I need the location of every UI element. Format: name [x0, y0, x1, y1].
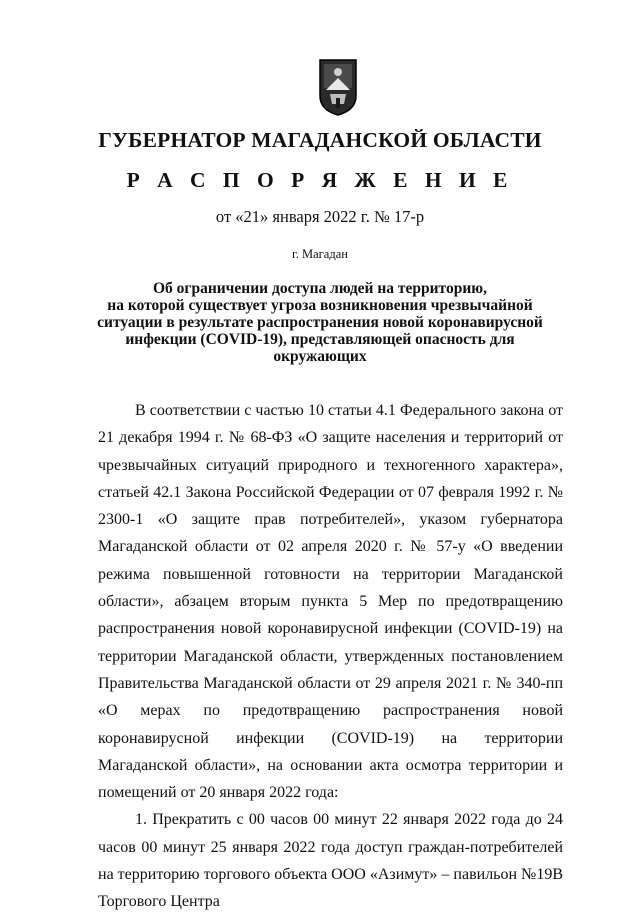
document-body — [98, 397, 563, 916]
document-title — [80, 280, 560, 365]
date-and-number: от «21» января 2022 г. № 17-р — [215, 207, 425, 226]
city-line: г. Магадан — [292, 247, 348, 261]
authority-heading: ГУБЕРНАТОР МАГАДАНСКОЙ ОБЛАСТИ — [98, 128, 542, 152]
coat-of-arms-emblem — [316, 58, 360, 116]
body-paragraph-item-1: 1. Прекратить с 00 часов 00 минут 22 января 2022 года до 24 часов 00 минут 25 января 2022 года доступ граждан-потребителей на территорию торгового объекта ООО «Азимут» – павильон №19В Торгового Центра — [98, 811, 563, 911]
document-type-heading: Р А С П О Р Я Ж Е Н И Е — [126, 168, 514, 192]
title-line: ситуации в результате распространения новой коронавирусной — [97, 314, 543, 331]
title-line: инфекции (COVID-19), представляющей опасность для окружающих — [125, 331, 515, 365]
title-line: Об ограничении доступа людей на территорию, — [152, 280, 487, 297]
title-line: на которой существует угроза возникновения чрезвычайной — [107, 297, 533, 314]
body-paragraph-preamble: В соответствии с частью 10 статьи 4.1 Федерального закона от 21 декабря 1994 г. № 68-ФЗ «О защите населения и территорий от чрезвычайных ситуаций природного и техногенного характера», статьей 42.1 Закона Российской Федерации от 07 февраля 1992 г. № 2300-1 «О защите прав потребителей», указом губернатора Магаданской области от 02 апреля 2020 г. № 57-у «О введении режима повышенной готовности на территории Магаданской области», абзацем вторым пункта 5 Мер по предотвращению распространения новой коронавирусной инфекции (COVID-19) на территории Магаданской области, утвержденных постановлением Правительства Магаданской области от 29 апреля 2021 г. № 340-пп «О мерах по предотвращению распространения новой коронавирусной инфекции (COVID-19) на территории Магаданской области», на основании акта осмотра территории и помещений от 20 января 2022 года: — [98, 402, 563, 802]
